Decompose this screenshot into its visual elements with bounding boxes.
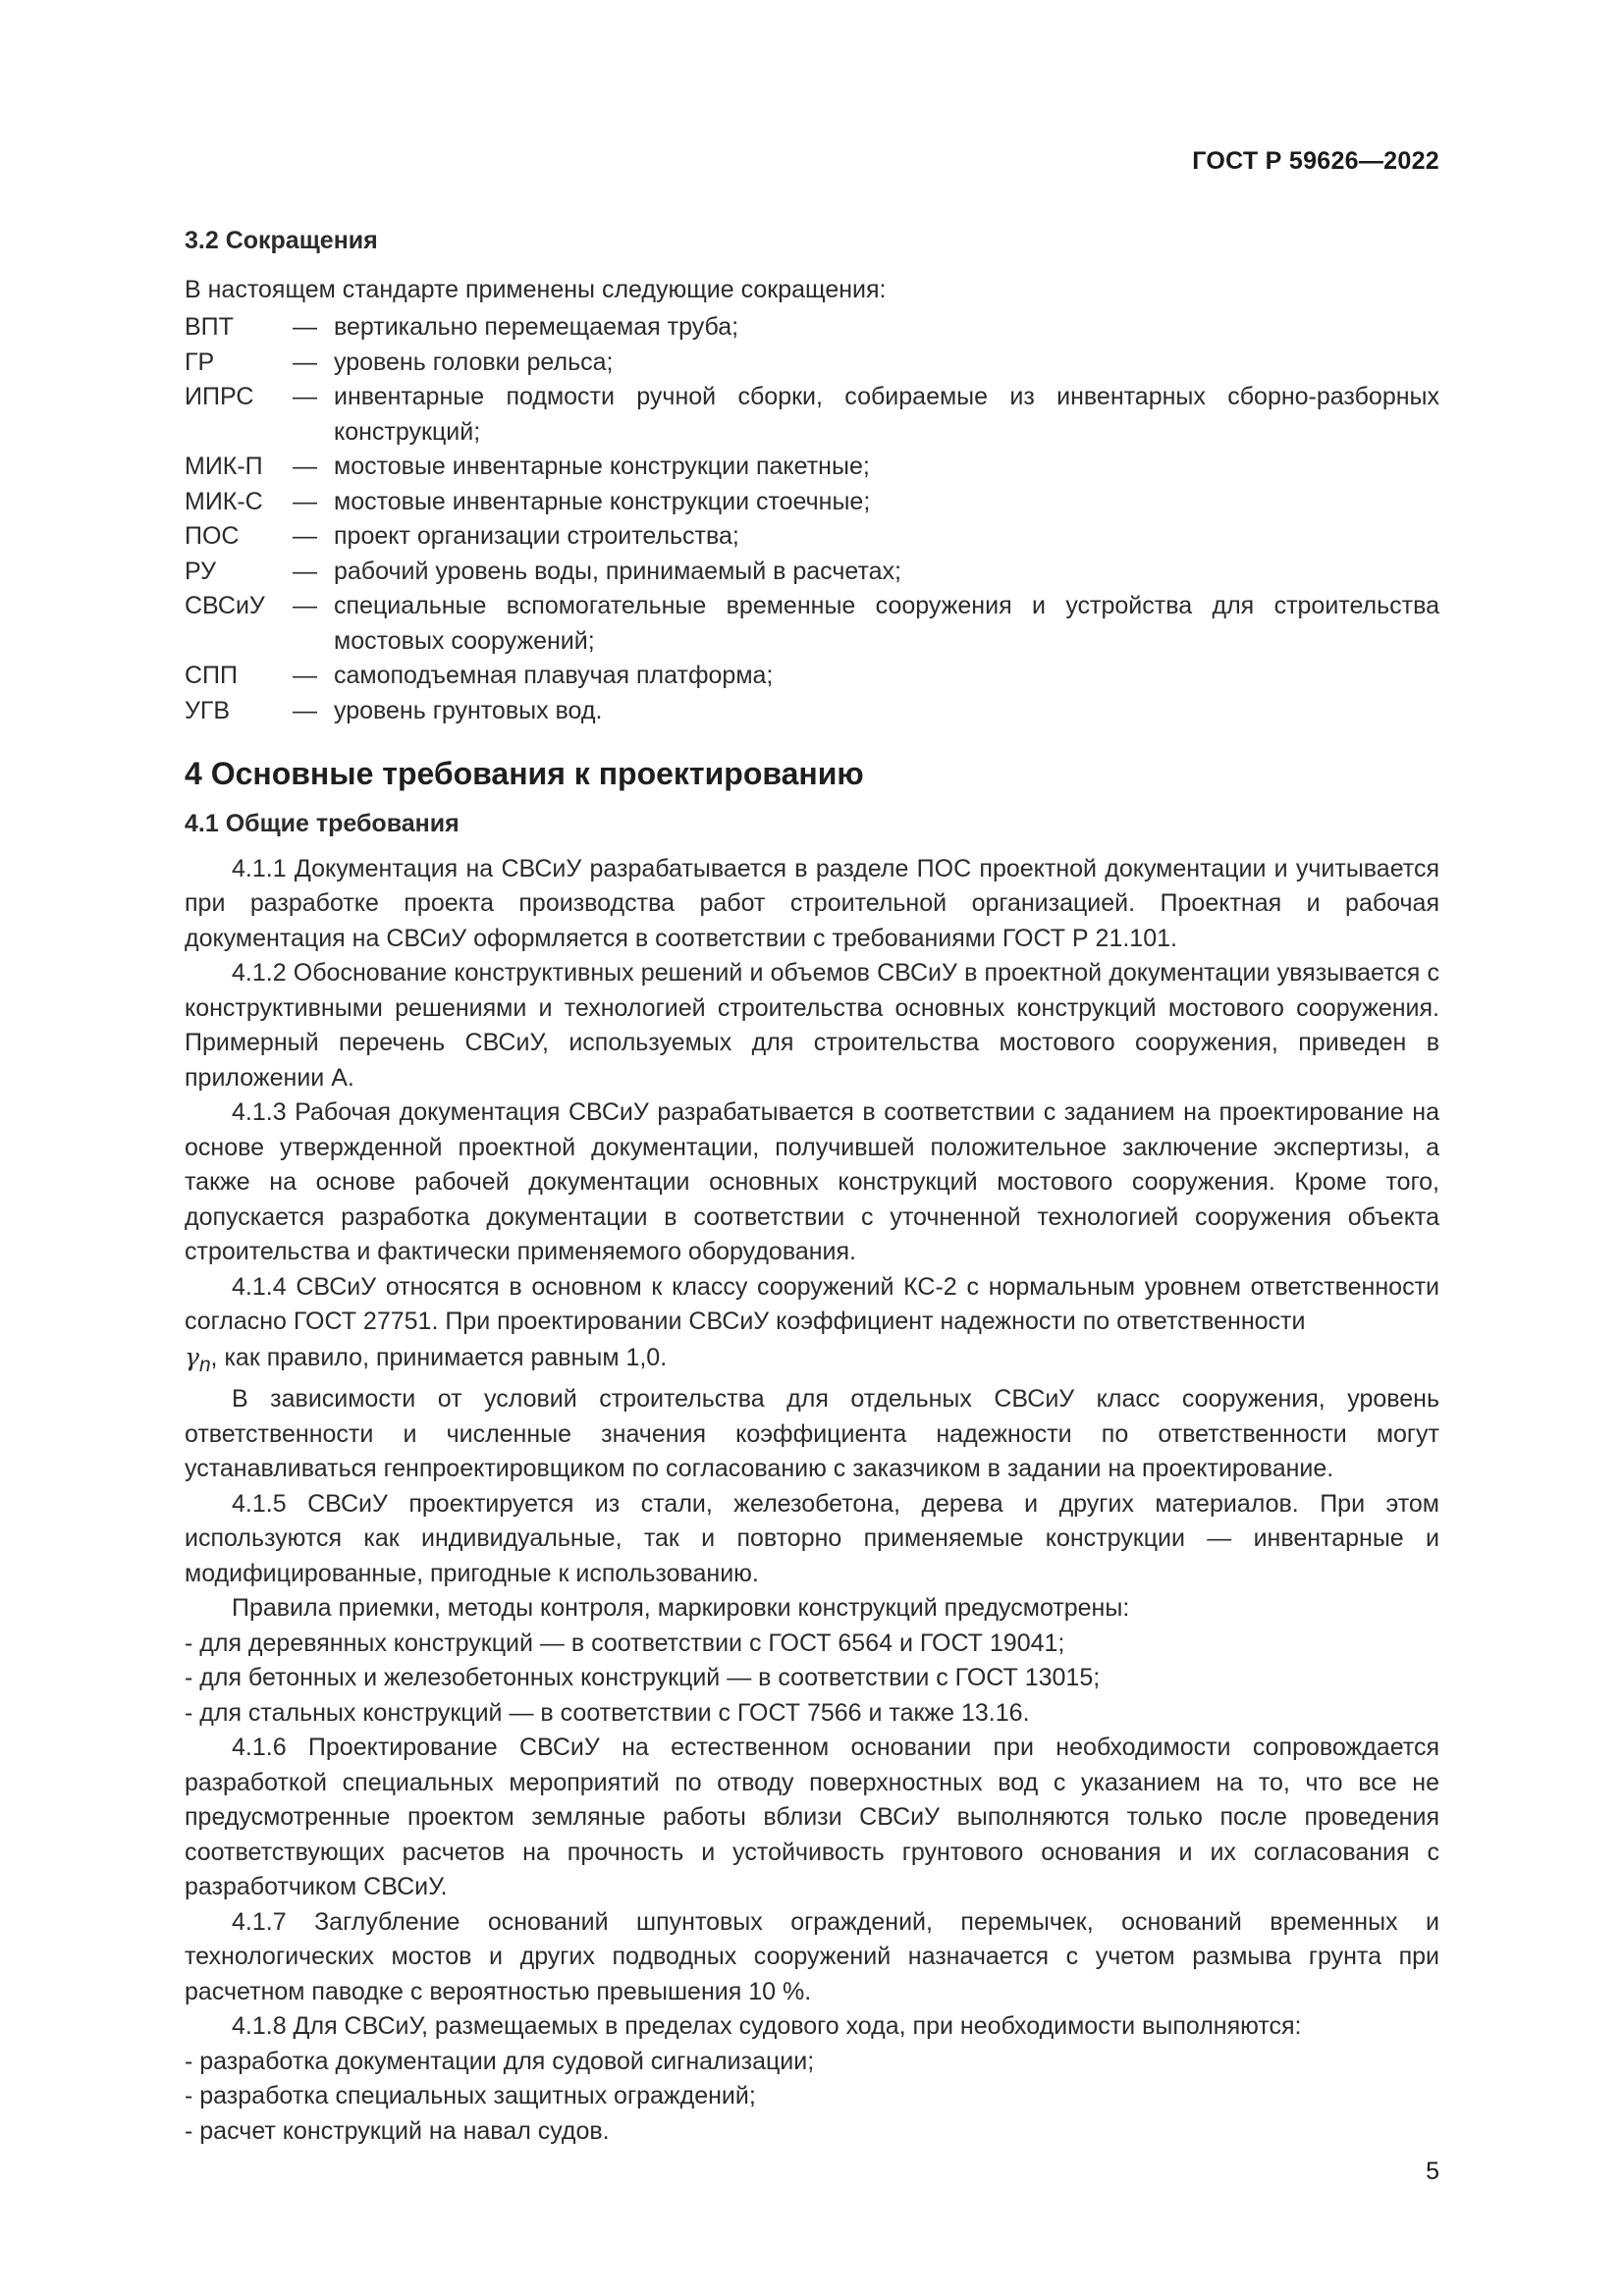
abbreviation-item — [185, 346, 1439, 381]
page-number: 5 — [1426, 2158, 1439, 2185]
abbreviation-definition: уровень грунтовых вод. — [334, 696, 603, 724]
list-item: - расчет конструкций на навал судов. — [185, 2116, 610, 2145]
list-item: - разработка специальных защитных ограждений; — [185, 2082, 756, 2109]
list-item: - для бетонных и железобетонных конструкций — в соответствии с ГОСТ 13015; — [185, 1664, 1101, 1691]
abbreviation-item — [185, 519, 1439, 555]
abbreviation-dash: — — [293, 696, 317, 724]
abbreviation-dash: — — [293, 347, 317, 376]
section-4-title: 4 Основные требования к проектированию — [185, 756, 864, 791]
abbreviation-dash: — — [293, 383, 317, 410]
abbreviation-dash: — — [293, 522, 317, 550]
abbreviation-dash: — — [293, 662, 317, 689]
abbreviation-dash: — — [293, 313, 317, 341]
paragraph-4-1-8: 4.1.8 Для СВСиУ, размещаемых в пределах судового хода, при необходимости выполняются: — [232, 2012, 1302, 2040]
abbreviation-dash: — — [293, 592, 317, 619]
abbreviation-term: МИК-П — [185, 453, 263, 480]
abbreviation-dash: — — [293, 487, 317, 515]
paragraph-4-1-4-tail: , как правило, принимается равным 1,0. — [210, 1343, 668, 1371]
list-item: - для деревянных конструкций — в соответствии с ГОСТ 6564 и ГОСТ 19041; — [185, 1629, 1065, 1657]
abbreviation-term: РУ — [185, 557, 217, 585]
standard-code: ГОСТ Р 59626—2022 — [1192, 147, 1439, 175]
paragraph-4-1-5-rules: Правила приемки, методы контроля, маркировки конструкций предусмотрены: — [232, 1594, 1130, 1622]
paragraph-4-1-2: 4.1.2 Обоснование конструктивных решений и объемов СВСиУ в проектной документации увязывается с конструктивными решениями и технологией строительства основных конструкций мостового сооружения. Примерный перечень СВСиУ, используемых для строительства мостового сооружения, приведен в приложении А. — [185, 959, 1439, 1092]
abbreviation-item — [185, 310, 1439, 346]
section-4-1-title: 4.1 Общие требования — [185, 810, 460, 837]
list-item: - для стальных конструкций — в соответствии с ГОСТ 7566 и также 13.16. — [185, 1698, 1030, 1727]
abbreviation-item — [185, 450, 1439, 485]
abbreviation-definition: проект организации строительства; — [334, 522, 739, 550]
paragraph-4-1-1: 4.1.1 Документация на СВСиУ разрабатывается в разделе ПОС проектной документации и учитывается при разработке проекта производства работ строительной организацией. Проектная и рабочая документация на СВСиУ оформляется в соответствии с требованиями ГОСТ Р 21.101. — [185, 854, 1439, 952]
abbreviation-definition: самоподъемная плавучая платформа; — [334, 662, 774, 689]
abbreviation-item — [185, 694, 1439, 729]
paragraph-4-1-6: 4.1.6 Проектирование СВСиУ на естественном основании при необходимости сопровождается разработкой специальных мероприятий по отводу поверхностных вод с указанием на то, что все не предусмотренные проектом земляные работы вблизи СВСиУ выполняются только после проведения соответствующих расчетов на прочность и устойчивость грунтового основания и их согласования с разработчиком СВСиУ. — [185, 1734, 1439, 1900]
section-3-2-title: 3.2 Сокращения — [185, 227, 378, 254]
paragraph-4-1-7: 4.1.7 Заглубление оснований шпунтовых ограждений, перемычек, оснований временных и технологических мостов и других подводных сооружений назначается с учетом размыва грунта при расчетном паводке с вероятностью превышения 10 %. — [185, 1907, 1439, 2005]
gamma-subscript: n — [198, 1353, 211, 1376]
section-3-2-intro: В настоящем стандарте применены следующие сокращения: — [185, 275, 887, 303]
abbreviation-term: МИК-С — [185, 487, 263, 515]
abbreviation-dash: — — [293, 557, 317, 585]
abbreviation-term: ГР — [185, 347, 215, 376]
abbreviation-item — [185, 485, 1439, 520]
abbreviation-item — [185, 589, 1439, 659]
abbreviation-dash: — — [293, 453, 317, 480]
paragraph-4-1-4-continued: В зависимости от условий строительства для отдельных СВСиУ класс сооружения, уровень ответственности и численные значения коэффициента надежности по ответственности могут устанавливаться генпроектировщиком по согласованию с заказчиком в задании на проектирование. — [185, 1385, 1439, 1482]
paragraph-4-1-3: 4.1.3 Рабочая документация СВСиУ разрабатывается в соответствии с заданием на проектирование на основе утвержденной проектной документации, получившей положительное заключение экспертизы, а также на основе рабочей документации основных конструкций мостового сооружения. Кроме того, допускается разработка документации в соответствии с уточненной технологией сооружения объекта строительства и фактически применяемого оборудования. — [185, 1098, 1439, 1265]
gamma-symbol: γ — [185, 1342, 199, 1371]
list-item: - разработка документации для судовой сигнализации; — [185, 2047, 815, 2075]
abbreviation-term: ВПТ — [185, 313, 234, 341]
abbreviation-definition: специальные вспомогательные временные сооружения и устройства для строительства мостовых сооружений; — [334, 592, 1439, 655]
abbreviation-item — [185, 555, 1439, 590]
abbreviation-term: ПОС — [185, 522, 240, 550]
abbreviation-term: ИПРС — [185, 383, 254, 410]
abbreviation-term: УГВ — [185, 696, 231, 724]
abbreviation-definition: уровень головки рельса; — [334, 347, 614, 376]
abbreviation-definition: инвентарные подмости ручной сборки, собираемые из инвентарных сборно-разборных конструкций; — [334, 383, 1439, 446]
abbreviation-term: СВСиУ — [185, 592, 265, 619]
abbreviation-item — [185, 659, 1439, 694]
abbreviation-definition: мостовые инвентарные конструкции пакетные; — [334, 453, 870, 480]
page-content — [185, 224, 1439, 2149]
abbreviation-list — [185, 310, 1439, 728]
paragraph-4-1-4 — [185, 1270, 1439, 1383]
abbreviation-item — [185, 380, 1439, 450]
abbreviation-term: СПП — [185, 662, 238, 689]
abbreviation-definition: вертикально перемещаемая труба; — [334, 313, 739, 341]
paragraph-4-1-5: 4.1.5 СВСиУ проектируется из стали, железобетона, дерева и других материалов. При этом используются как индивидуальные, так и повторно применяемые конструкции — инвентарные и модифицированные, пригодные к использованию. — [185, 1489, 1439, 1587]
paragraph-4-1-4-text: 4.1.4 СВСиУ относятся в основном к классу сооружений КС-2 с нормальным уровнем ответственности согласно ГОСТ 27751. При проектировании СВСиУ коэффициент надежности по ответственности — [185, 1272, 1439, 1335]
abbreviation-definition: мостовые инвентарные конструкции стоечные; — [334, 487, 871, 515]
abbreviation-definition: рабочий уровень воды, принимаемый в расчетах; — [334, 557, 902, 585]
